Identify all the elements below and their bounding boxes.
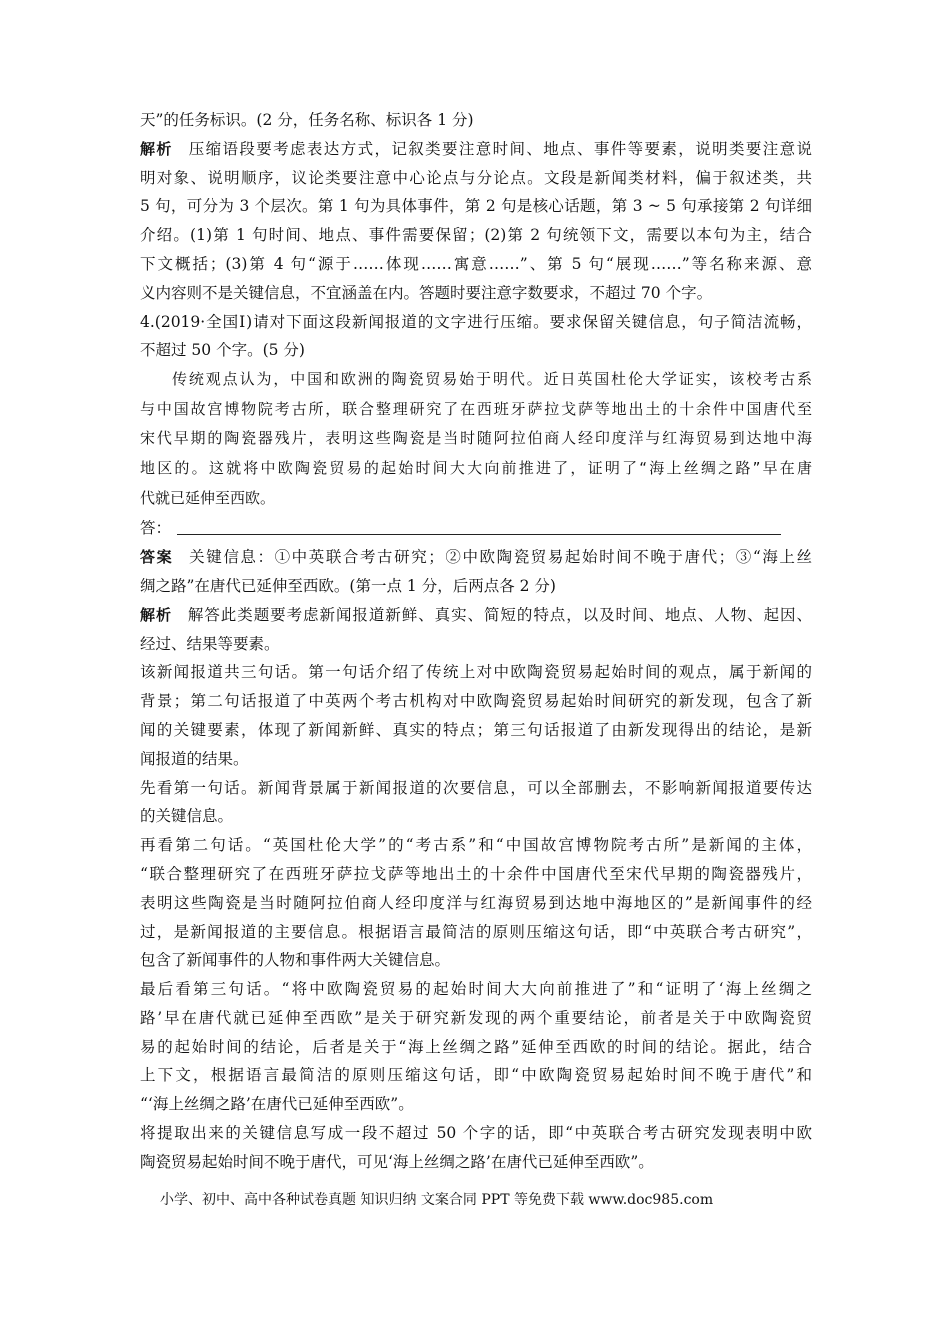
news-passage — [140, 365, 812, 513]
analysis2-line: 陶瓷贸易起始时间不晚于唐代，可见‘海上丝绸之路’在唐代已延伸至西欧”。 — [140, 1152, 654, 1171]
passage-line: 地区的。这就将中欧陶瓷贸易的起始时间大大向前推进了，证明了“海上丝绸之路”早在唐 — [140, 458, 812, 477]
analysis2-line: 最后看第三句话。“将中欧陶瓷贸易的起始时间大大向前推进了”和“证明了‘海上丝绸之 — [140, 980, 812, 999]
analysis2-line: 再看第二句话。“英国杜伦大学”的“考古系”和“中国故宫博物院考古所”是新闻的主体， — [140, 836, 812, 855]
analysis2-line: 先看第一句话。新闻背景属于新闻报道的次要信息，可以全部删去，不影响新闻报道要传达 — [140, 778, 812, 797]
analysis2-line: 的关键信息。 — [140, 807, 234, 826]
analysis2-line: 路’早在唐代就已延伸至西欧”是关于研究新发现的两个重要结论，前者是关于中欧陶瓷贸 — [140, 1008, 812, 1027]
passage-line: 宋代早期的陶瓷器残片，表明这些陶瓷是当时随阿拉伯商人经印度洋与红海贸易到达地中海 — [140, 429, 812, 448]
analysis2-line: 背景；第二句话报道了中英两个考古机构对中欧陶瓷贸易起始时间研究的新发现，包含了新 — [140, 692, 812, 711]
analysis2-line: 表明这些陶瓷是当时随阿拉伯商人经印度洋与红海贸易到达地中海地区的”是新闻事件的经 — [140, 893, 812, 912]
analysis-line: 下文概括；(3)第 4 句“源于……体现……寓意……”、第 5 句“展现……”等名称来源、意 — [140, 254, 812, 273]
document-body — [140, 106, 812, 1177]
analysis2-line: “联合整理研究了在西班牙萨拉戈萨等地出土的十余件中国唐代至宋代早期的陶瓷器残片， — [140, 864, 812, 883]
answer-label: 答案 — [140, 548, 174, 567]
analysis2-line: 易的起始时间的结论，后者是关于“海上丝绸之路”延伸至西欧的时间的结论。据此，结合 — [140, 1037, 812, 1056]
analysis2-line: 该新闻报道共三句话。第一句话介绍了传统上对中欧陶瓷贸易起始时间的观点，属于新闻的 — [140, 663, 812, 682]
passage-line: 传统观点认为，中国和欧洲的陶瓷贸易始于明代。近日英国杜伦大学证实，该校考古系 — [172, 370, 812, 389]
analysis2-line: 包含了新闻事件的人物和事件两大关键信息。 — [140, 951, 451, 970]
question-section — [140, 308, 812, 366]
analysis2-line: 过，是新闻报道的主要信息。根据语言最简洁的原则压缩这句话，即“中英联合考古研究”， — [140, 922, 812, 941]
analysis2-line: 经过、结果等要素。 — [140, 634, 280, 653]
analysis-line: 5 句，可分为 3 个层次。第 1 句为具体事件，第 2 句是核心话题，第 3 ~ 5 句承接第 2 句详细 — [140, 197, 812, 216]
analysis-line: 明对象、说明顺序，议论类要注意中心论点与分论点。文段是新闻类材料，偏于叙述类，共 — [140, 168, 812, 187]
question-line: 不超过 50 个字。(5 分) — [140, 341, 305, 360]
analysis2-line: 将提取出来的关键信息写成一段不超过 50 个字的话，即“中英联合考古研究发现表明中欧 — [140, 1124, 812, 1143]
answer-blank-row — [140, 513, 812, 543]
question-line: 4.(2019·全国Ⅰ)请对下面这段新闻报道的文字进行压缩。要求保留关键信息，句子简洁流畅， — [140, 312, 812, 331]
answer-line: 绸之路”在唐代已延伸至西欧。(第一点 1 分，后两点各 2 分) — [140, 576, 556, 595]
analysis2-section — [140, 601, 812, 1177]
answer-prompt: 答： — [140, 519, 172, 538]
analysis2-line: 闻的关键要素，体现了新闻新鲜、真实的特点；第三句话报道了由新发现得出的结论，是新 — [140, 720, 812, 739]
analysis-line: 介绍。(1)第 1 句时间、地点、事件需要保留；(2)第 2 句统领下文，需要以本句为主，结合 — [140, 226, 812, 245]
page-footer: 小学、初中、高中各种试卷真题 知识归纳 文案合同 PPT 等免费下载 www.doc985.com — [160, 1192, 714, 1208]
top-line: 天”的任务标识。(2 分，任务名称、标识各 1 分) — [140, 111, 474, 129]
analysis-label: 解析 — [140, 139, 173, 158]
answer-line: 答案 关键信息：①中英联合考古研究；②中欧陶瓷贸易起始时间不晚于唐代；③“海上丝 — [140, 548, 812, 567]
analysis2-line: “‘海上丝绸之路’在唐代已延伸至西欧”。 — [140, 1095, 414, 1114]
passage-line: 与中国故宫博物院考古所，联合整理研究了在西班牙萨拉戈萨等地出土的十余件中国唐代至 — [140, 399, 812, 418]
analysis2-line: 闻报道的结果。 — [140, 749, 249, 768]
analysis2-label: 解析 — [140, 605, 172, 624]
analysis-section — [140, 135, 812, 308]
answer-blank-line — [177, 534, 781, 535]
passage-line: 代就已延伸至西欧。 — [140, 488, 276, 507]
analysis-line: 解析 压缩语段要考虑表达方式，记叙类要注意时间、地点、事件等要素，说明类要注意说 — [140, 139, 812, 158]
analysis2-line: 解析 解答此类题要考虑新闻报道新鲜、真实、简短的特点，以及时间、地点、人物、起因、 — [140, 605, 812, 624]
answer-section — [140, 543, 812, 601]
analysis-line: 义内容则不是关键信息，不宜涵盖在内。答题时要注意字数要求，不超过 70 个字。 — [140, 283, 713, 302]
analysis2-line: 上下文，根据语言最简洁的原则压缩这句话，即“中欧陶瓷贸易起始时间不晚于唐代”和 — [140, 1066, 812, 1085]
